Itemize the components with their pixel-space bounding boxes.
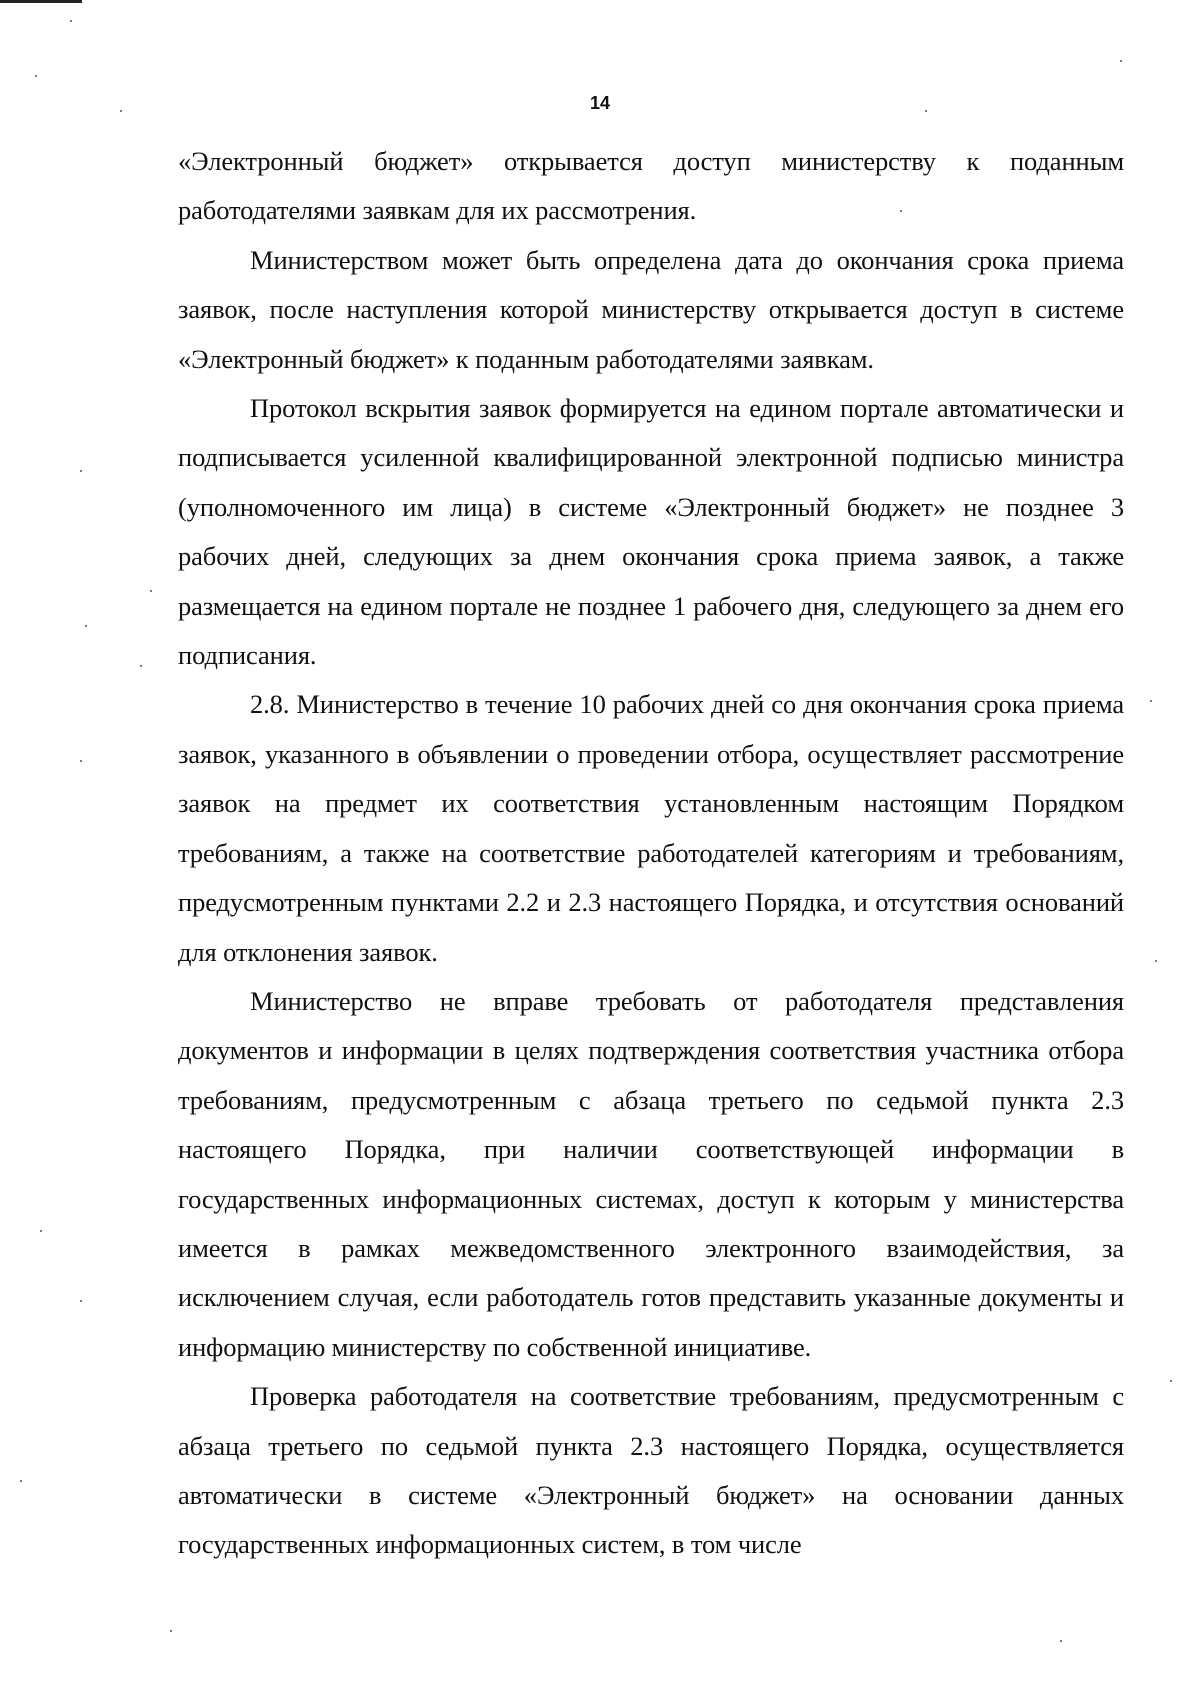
scan-speck (140, 665, 142, 667)
document-body (178, 137, 1124, 1570)
paragraph-access-date: Министерством может быть определена дата до окончания срока приема заявок, после наступления которой министерству открывается доступ в системе «Электронный бюджет» к поданным работодателями заявкам. (178, 244, 1124, 374)
scan-speck (1060, 1640, 1062, 1642)
scan-speck (85, 625, 87, 627)
paragraph-automatic-verification: Проверка работодателя на соответствие требованиям, предусмотренным с абзаца третьего по седьмой пункта 2.3 настоящего Порядка, осуществляется автоматически в системе «Электронный бюджет» на основании данных государственных информационных систем, в том числе (178, 1381, 1124, 1560)
scan-speck (1150, 700, 1152, 702)
scan-speck (1170, 1380, 1172, 1382)
scan-speck (80, 760, 82, 762)
paragraph-opening-protocol: Протокол вскрытия заявок формируется на едином портале автоматически и подписывается усиленной квалифицированной электронной подписью министра (уполномоченного им лица) в системе «Электронный бюджет» не позднее 3 рабочих дней, следующих за днем окончания срока приема заявок, а также размещается на едином портале не позднее 1 рабочего дня, следующего за днем его подписания. (178, 393, 1124, 671)
scan-speck (40, 1230, 42, 1232)
scan-speck (170, 1630, 172, 1632)
page-number: 14 (589, 93, 611, 113)
scan-speck (900, 210, 902, 212)
scan-speck (80, 1300, 82, 1302)
scan-speck (1120, 60, 1122, 62)
scan-speck (35, 75, 37, 77)
scan-speck (925, 110, 927, 112)
paragraph-section-2-8: 2.8. Министерство в течение 10 рабочих дней со дня окончания срока приема заявок, указанного в объявлении о проведении отбора, осуществляет рассмотрение заявок на предмет их соответствия установленным настоящим Порядком требованиям, а также на соответствие работодателей категориям и требованиям, предусмотренным пунктами 2.2 и 2.3 настоящего Порядка, и отсутствия оснований для отклонения заявок. (178, 689, 1124, 967)
paragraph-no-documents-required: Министерство не вправе требовать от работодателя представления документов и информации в целях подтверждения соответствия участника отбора требованиям, предусмотренным с абзаца третьего по седьмой пункта 2.3 настоящего Порядка, при наличии соответствующей информации в государственных информационных системах, доступ к которым у министерства имеется в рамках межведомственного электронного взаимодействия, за исключением случая, если работодатель готов представить указанные документы и информацию министерству по собственной инициативе. (178, 985, 1124, 1362)
scan-speck (150, 590, 152, 592)
scan-corner-mark (0, 0, 82, 3)
scan-speck (70, 20, 72, 22)
scan-speck (20, 1480, 22, 1482)
scan-speck (80, 470, 82, 472)
paragraph-continuation: «Электронный бюджет» открывается доступ министерству к поданным работодателями заявкам для их рассмотрения. (178, 146, 1124, 226)
scan-speck (120, 110, 122, 112)
scan-speck (1155, 960, 1157, 962)
